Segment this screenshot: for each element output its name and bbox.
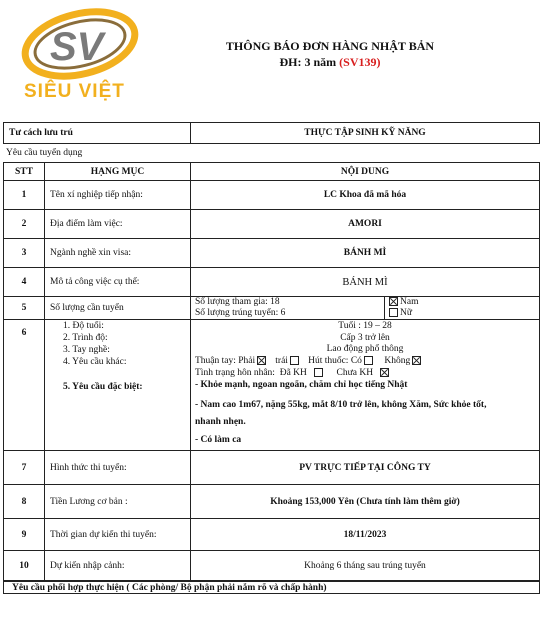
special-req-1: - Khỏe mạnh, ngoan ngoãn, chăm chỉ học tiếng Nhật: [195, 380, 408, 390]
special-req-2: - Nam cao 1m67, nặng 55kg, mắt 8/10 trở lên, không Xăm, Sức khỏe tốt,: [195, 400, 487, 410]
requirements-table: [3, 162, 540, 594]
table-header: [4, 163, 539, 181]
status-table: [3, 122, 540, 144]
age-value: Tuổi : 19 – 28: [338, 321, 392, 331]
gender-female-option: Nữ: [387, 308, 412, 318]
section-label: Yêu cầu tuyển dụng: [6, 148, 83, 158]
table-row: 7 Hình thức thi tuyển: PV TRỰC TIẾP TẠI CÔNG TY: [4, 451, 539, 485]
table-row: 1 Tên xí nghiệp tiếp nhận: LC Khoa đã mã hóa: [4, 181, 539, 210]
order-subtitle: ĐH: 3 năm (SV139): [279, 55, 381, 69]
order-code: (SV139): [339, 55, 381, 69]
status-label: Tư cách lưu trú: [9, 128, 73, 138]
sieu-viet-logo: [14, 6, 154, 106]
table-row: 9 Thời gian dự kiến thi tuyển: 18/11/2023: [4, 519, 539, 551]
table-row: 4 Mô tả công việc cụ thể: BÁNH MÌ: [4, 268, 539, 297]
education-value: Cấp 3 trở lên: [340, 333, 390, 343]
marital-line: Tình trạng hôn nhân: Đã KH Chưa KH: [195, 368, 391, 378]
left-hand-checkbox: [290, 356, 299, 365]
table-row: 5 Số lượng cần tuyển Số lượng tham gia: 18 Số lượng trúng tuyển: 6 Nam Nữ: [4, 297, 539, 320]
col-content: NỘI DUNG: [190, 163, 539, 180]
married-checkbox: [314, 368, 323, 377]
right-hand-checkbox: [257, 356, 266, 365]
selected-count: Số lượng trúng tuyển: 6: [195, 308, 286, 318]
female-checkbox: [389, 308, 398, 317]
logo-wordmark: SIÊU VIỆT: [24, 81, 125, 102]
document-title: THÔNG BÁO ĐƠN HÀNG NHẬT BẢN: [225, 39, 435, 53]
smoke-no-checkbox: [412, 356, 421, 365]
special-req-2-cont: nhanh nhẹn.: [195, 417, 246, 427]
table-row: 8 Tiền Lương cơ bản : Khoảng 153,000 Yên (Chưa tính làm thêm giờ): [4, 485, 539, 519]
col-stt: STT: [15, 166, 33, 177]
logo-monogram: SV: [50, 25, 104, 69]
participants-count: Số lượng tham gia: 18: [195, 297, 280, 307]
table-row: 10 Dự kiến nhập cảnh: Khoảng 6 tháng sau trúng tuyển: [4, 551, 539, 581]
table-row: 2 Địa điểm làm việc: AMORI: [4, 210, 539, 239]
hand-smoke-line: Thuận tay: Phải trái Hút thuốc: Có Không: [195, 356, 423, 366]
footer-note: Yêu cầu phối hợp thực hiện ( Các phòng/ Bộ phận phải nắm rõ và chấp hành): [12, 583, 327, 593]
footer-row: [4, 581, 539, 595]
col-item: HẠNG MỤC: [44, 163, 190, 180]
gender-male-option: Nam: [387, 297, 418, 307]
male-checkbox: [389, 297, 398, 306]
skill-value: Lao động phổ thông: [326, 344, 404, 354]
single-checkbox: [380, 368, 389, 377]
table-row: 3 Ngành nghề xin visa: BÁNH MÌ: [4, 239, 539, 268]
status-value: THỰC TẬP SINH KỸ NĂNG: [190, 123, 539, 143]
table-row: 6 1. Độ tuổi: 2. Trình độ: 3. Tay nghề: 4. Yêu cầu khác: 5. Yêu cầu đặc biệt: Tuổi : 19 – 28 Cấp 3 trở lên Lao động phổ thông Thuận tay: Phải trái Hút thuốc: Có Không Tình trạng hôn nhân: Đã KH Chưa KH - Khỏe mạnh, ngoan ngoãn, chăm chỉ học tiếng Nhật - Nam cao 1m67, nặng 55kg, mắt 8/10 trở lên, không Xăm, Sức khỏe tốt, nhanh nhẹn. - Có làm ca: [4, 320, 539, 451]
smoke-yes-checkbox: [364, 356, 373, 365]
special-req-3: - Có làm ca: [195, 435, 242, 445]
